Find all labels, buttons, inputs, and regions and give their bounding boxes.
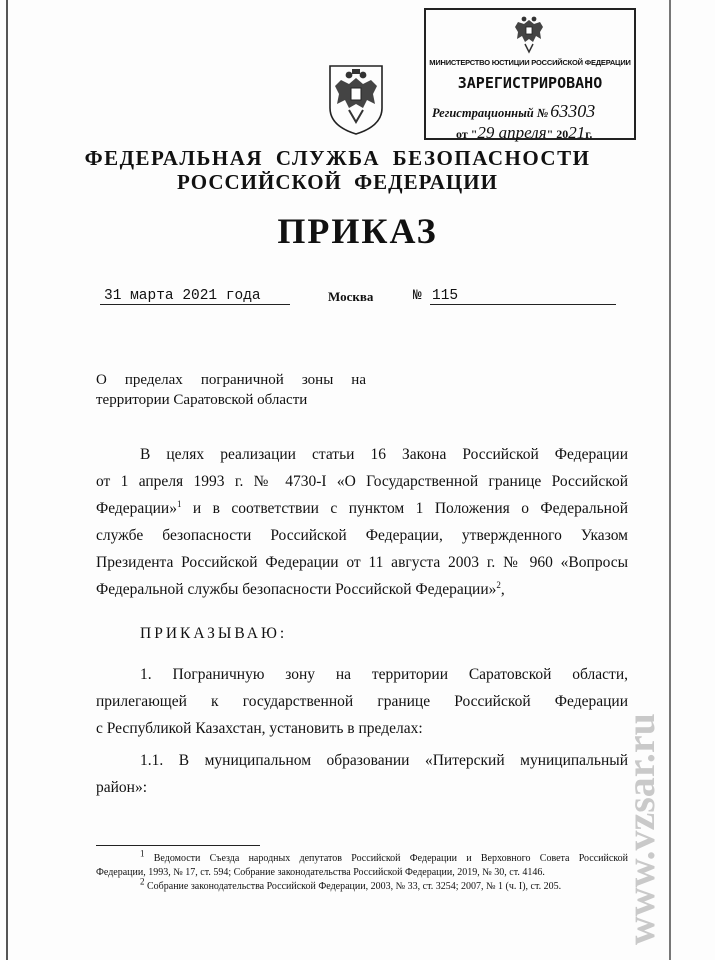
footnote-2-text: Собрание законодательства Российской Федерации, 2003, № 33, ст. 3254; 2007, № 1 (ч. I), ст. 205. — [147, 881, 562, 892]
preamble-text: Федеральной службы безопасности Российской Федерации» — [96, 581, 497, 598]
preamble-line: В целях реализации статьи 16 Закона Российской Федерации — [140, 446, 628, 463]
footnote-1-line: Федерации, 1993, № 17, ст. 594; Собрание законодательства Российской Федерации, 2019, № 30, ст. 4146. — [96, 867, 545, 878]
organization-name-line1: ФЕДЕРАЛЬНАЯ СЛУЖБА БЕЗОПАСНОСТИ — [84, 146, 591, 170]
footnote-1-mark: 1 — [140, 848, 145, 859]
item-1-line: 1. Пограничную зону на территории Саратовской области, — [140, 666, 628, 683]
stamp-emblem-icon — [512, 14, 546, 54]
preamble-line — [96, 581, 628, 599]
organization-name-line2: РОССИЙСКОЙ ФЕДЕРАЦИИ — [177, 170, 498, 194]
stamp-registered-text: ЗАРЕГИСТРИРОВАНО — [457, 74, 603, 92]
preamble-line: службе безопасности Российской Федерации, утвержденного Указом — [96, 527, 628, 544]
preamble-text: и в соответствии с пунктом 1 Положения о Федеральной — [181, 500, 628, 517]
preamble-line — [96, 500, 628, 518]
document-city: Москва — [328, 289, 374, 304]
footnote-2-mark: 2 — [140, 876, 145, 887]
preamble-line: Президента Российской Федерации от 11 августа 2003 г. № 960 «Вопросы — [96, 554, 628, 571]
footnote-1-text: Ведомости Съезда народных депутатов Российской Федерации и Верховного Совета Российской — [153, 853, 629, 864]
subject-line: О пределах пограничной зоны на — [96, 372, 366, 388]
footnote-separator — [96, 845, 260, 846]
registration-stamp — [424, 8, 636, 140]
stamp-year-handwritten: 21 — [568, 123, 586, 142]
stamp-ministry-text: МИНИСТЕРСТВО ЮСТИЦИИ РОССИЙСКОЙ ФЕДЕРАЦИИ — [429, 58, 631, 67]
stamp-reg-number-handwritten: 63303 — [550, 101, 596, 121]
footnote-ref-1: 1 — [176, 498, 182, 509]
site-watermark — [618, 620, 664, 950]
stamp-year-suffix: г. — [585, 127, 593, 141]
item-1-line: с Республикой Казахстан, установить в пределах: — [96, 720, 423, 737]
svg-text:www.vzsar.ru: www.vzsar.ru — [618, 713, 663, 945]
stamp-date-handwritten: 29 апреля — [477, 123, 547, 142]
stamp-date — [456, 123, 592, 143]
document-type-title: ПРИКАЗ — [277, 211, 438, 251]
preamble-text: , — [500, 581, 505, 598]
stamp-year-prefix: " 20 — [546, 127, 569, 141]
document-number: 115 — [430, 288, 616, 305]
scan-edge-left — [6, 0, 8, 960]
coat-of-arms-icon — [327, 64, 385, 136]
item-1-1-line: 1.1. В муниципальном образовании «Питерский муниципальный — [140, 752, 628, 769]
stamp-date-prefix: от " — [456, 127, 478, 141]
item-1-line: прилегающей к государственной границе Российской Федерации — [96, 693, 628, 710]
footnote-2-line — [140, 876, 628, 893]
document-subject — [96, 370, 366, 410]
scan-edge-right — [669, 0, 671, 960]
stamp-reg-label: Регистрационный № — [432, 106, 549, 120]
footnote-ref-2: 2 — [496, 579, 501, 590]
document-number-label: № — [413, 288, 422, 304]
preamble-text: Федерации» — [96, 500, 177, 517]
document-date: 31 марта 2021 года — [100, 288, 290, 305]
orders-heading: ПРИКАЗЫВАЮ: — [140, 625, 288, 642]
preamble-line: от 1 апреля 1993 г. № 4730-I «О Государственной границе Российской — [96, 473, 628, 490]
subject-line: территории Саратовской области — [96, 392, 308, 408]
footnote-1-line — [140, 848, 629, 865]
item-1-1-line: район»: — [96, 779, 148, 796]
stamp-registration-number — [432, 101, 595, 122]
